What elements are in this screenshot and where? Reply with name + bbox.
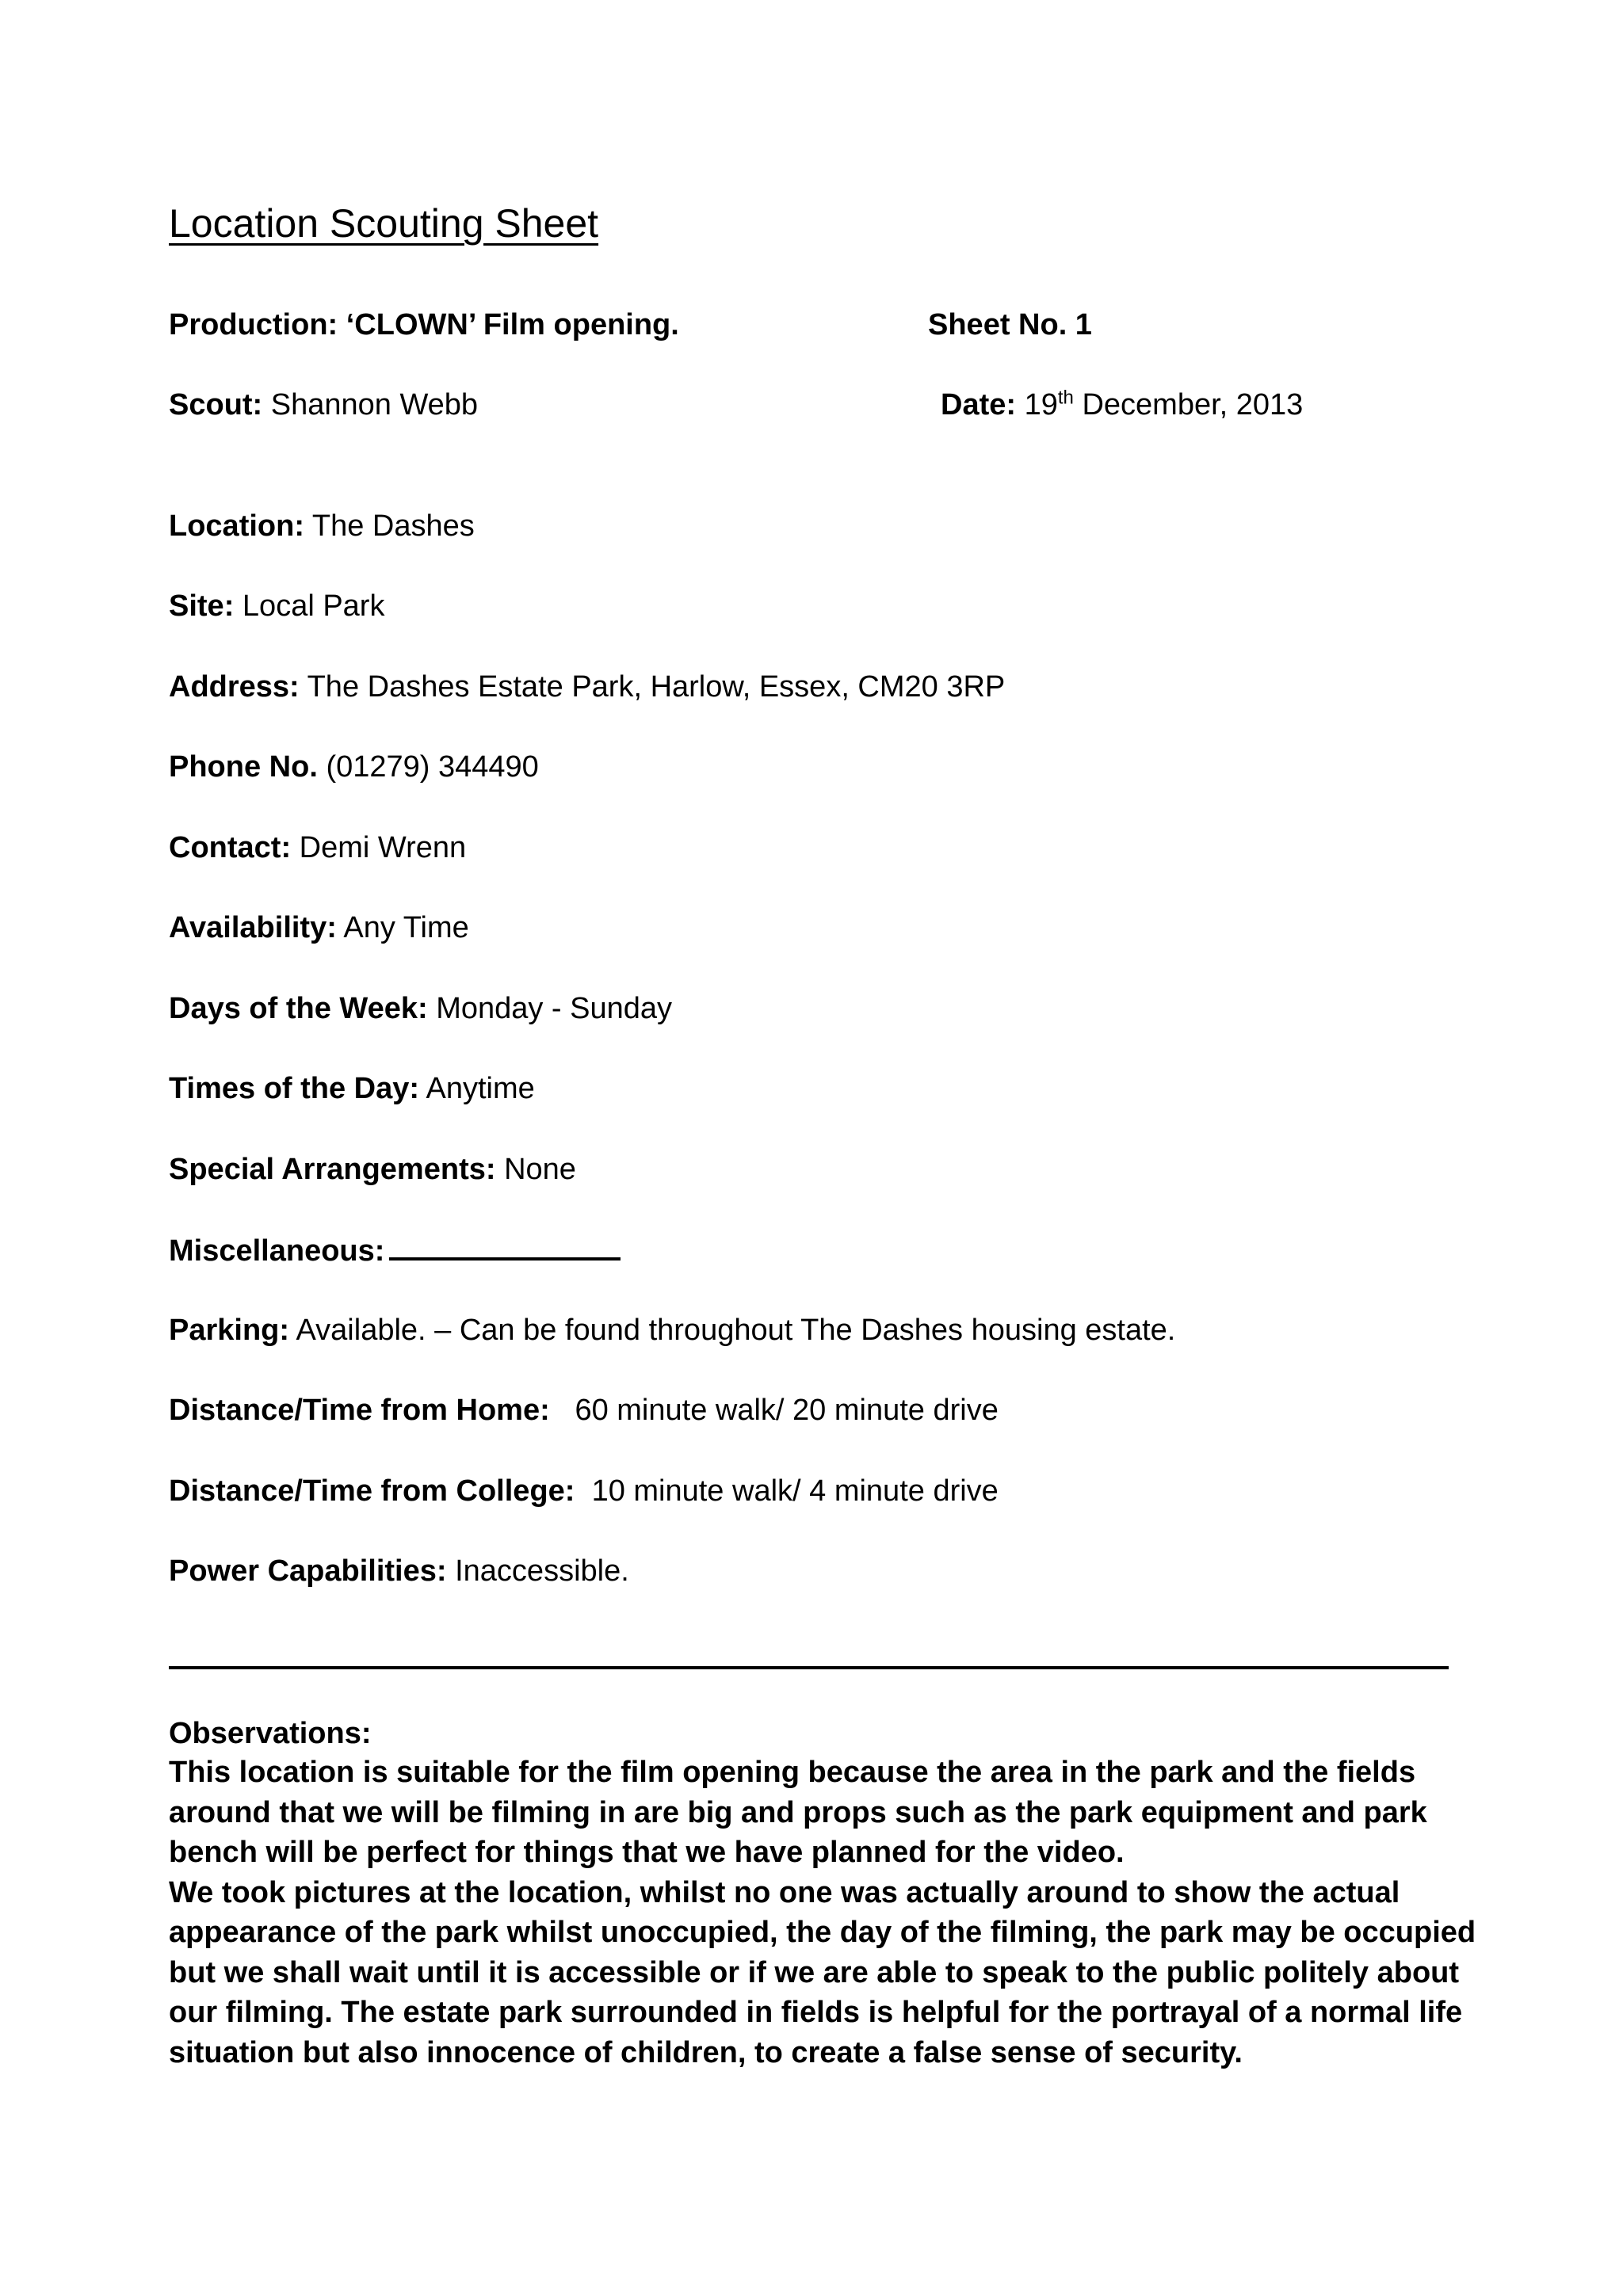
- field-label: Phone No.: [169, 750, 318, 784]
- field-value: Anytime: [426, 1072, 535, 1105]
- field-label: Availability:: [169, 911, 337, 944]
- field-value: The Dashes: [311, 509, 475, 543]
- date-suffix: th: [1057, 387, 1074, 409]
- field-label: Site:: [169, 589, 235, 623]
- field-special-arrangements: [169, 1150, 576, 1188]
- field-value: Local Park: [242, 589, 385, 623]
- field-parking: [169, 1311, 1175, 1349]
- field-value: 60 minute walk/ 20 minute drive: [575, 1394, 999, 1427]
- observations-heading: Observations:: [169, 1717, 372, 1750]
- field-label: Contact:: [169, 831, 292, 864]
- field-distance-home: [169, 1391, 999, 1429]
- observation-line: We took pictures at the location, whilst no one was actually around to show the actual: [169, 1875, 1400, 1909]
- field-days-of-week: [169, 990, 672, 1028]
- field-value: Demi Wrenn: [299, 831, 467, 864]
- field-label: Miscellaneous:: [169, 1234, 385, 1268]
- field-label: Parking:: [169, 1314, 290, 1347]
- field-value: Inaccessible.: [455, 1554, 629, 1588]
- field-label: Special Arrangements:: [169, 1153, 496, 1186]
- date-row: [941, 386, 1303, 424]
- field-contact: [169, 829, 466, 867]
- field-value: Available. – Can be found throughout The Dashes housing estate.: [296, 1314, 1176, 1347]
- field-value: The Dashes Estate Park, Harlow, Essex, CM20 3RP: [307, 670, 1006, 704]
- production-label: Production: ‘CLOWN’ Film opening.: [169, 308, 679, 341]
- scout-label: Scout:: [169, 388, 263, 421]
- horizontal-rule: [169, 1666, 1449, 1669]
- observations-body: [169, 1753, 1484, 2073]
- field-distance-college: [169, 1472, 999, 1510]
- field-label: Power Capabilities:: [169, 1554, 447, 1588]
- field-label: Location:: [169, 509, 304, 543]
- page-title: Location Scouting Sheet: [169, 201, 599, 246]
- field-value: Monday - Sunday: [436, 992, 673, 1025]
- observation-line: around that we will be filming in are big and props such as the park equipment and park: [169, 1795, 1427, 1829]
- field-phone: [169, 748, 539, 786]
- observation-line: our filming. The estate park surrounded in fields is helpful for the portrayal of a normal life: [169, 1996, 1463, 2029]
- field-location: [169, 507, 475, 545]
- field-value: Any Time: [343, 911, 469, 944]
- field-label: Distance/Time from College:: [169, 1474, 575, 1508]
- observation-line: appearance of the park whilst unoccupied, the day of the filming, the park may be occupied: [169, 1916, 1476, 1949]
- sheet-number: Sheet No. 1: [928, 308, 1092, 341]
- field-address: [169, 668, 1005, 706]
- blank-line: [389, 1230, 621, 1261]
- field-value: 10 minute walk/ 4 minute drive: [591, 1474, 999, 1508]
- scout-row: [169, 386, 478, 424]
- field-label: Address:: [169, 670, 300, 704]
- field-power: [169, 1552, 629, 1590]
- field-value: (01279) 344490: [326, 750, 539, 784]
- field-miscellaneous: [169, 1230, 621, 1270]
- observation-line: but we shall wait until it is accessible or if we are able to speak to the public politely about: [169, 1955, 1460, 1989]
- scout-value: Shannon Webb: [270, 388, 479, 421]
- observation-line: This location is suitable for the film opening because the area in the park and the fields: [169, 1756, 1416, 1789]
- date-rest: December, 2013: [1082, 388, 1304, 421]
- field-times-of-day: [169, 1070, 535, 1108]
- field-label: Times of the Day:: [169, 1072, 420, 1105]
- observation-line: situation but also innocence of children, to create a false sense of security.: [169, 2035, 1243, 2069]
- date-day: 19: [1024, 388, 1058, 421]
- field-availability: [169, 909, 469, 947]
- field-value: None: [504, 1153, 576, 1186]
- field-label: Days of the Week:: [169, 992, 428, 1025]
- observation-line: bench will be perfect for things that we have planned for the video.: [169, 1836, 1125, 1869]
- field-site: [169, 587, 384, 625]
- date-label: Date:: [941, 388, 1017, 421]
- field-label: Distance/Time from Home:: [169, 1394, 550, 1427]
